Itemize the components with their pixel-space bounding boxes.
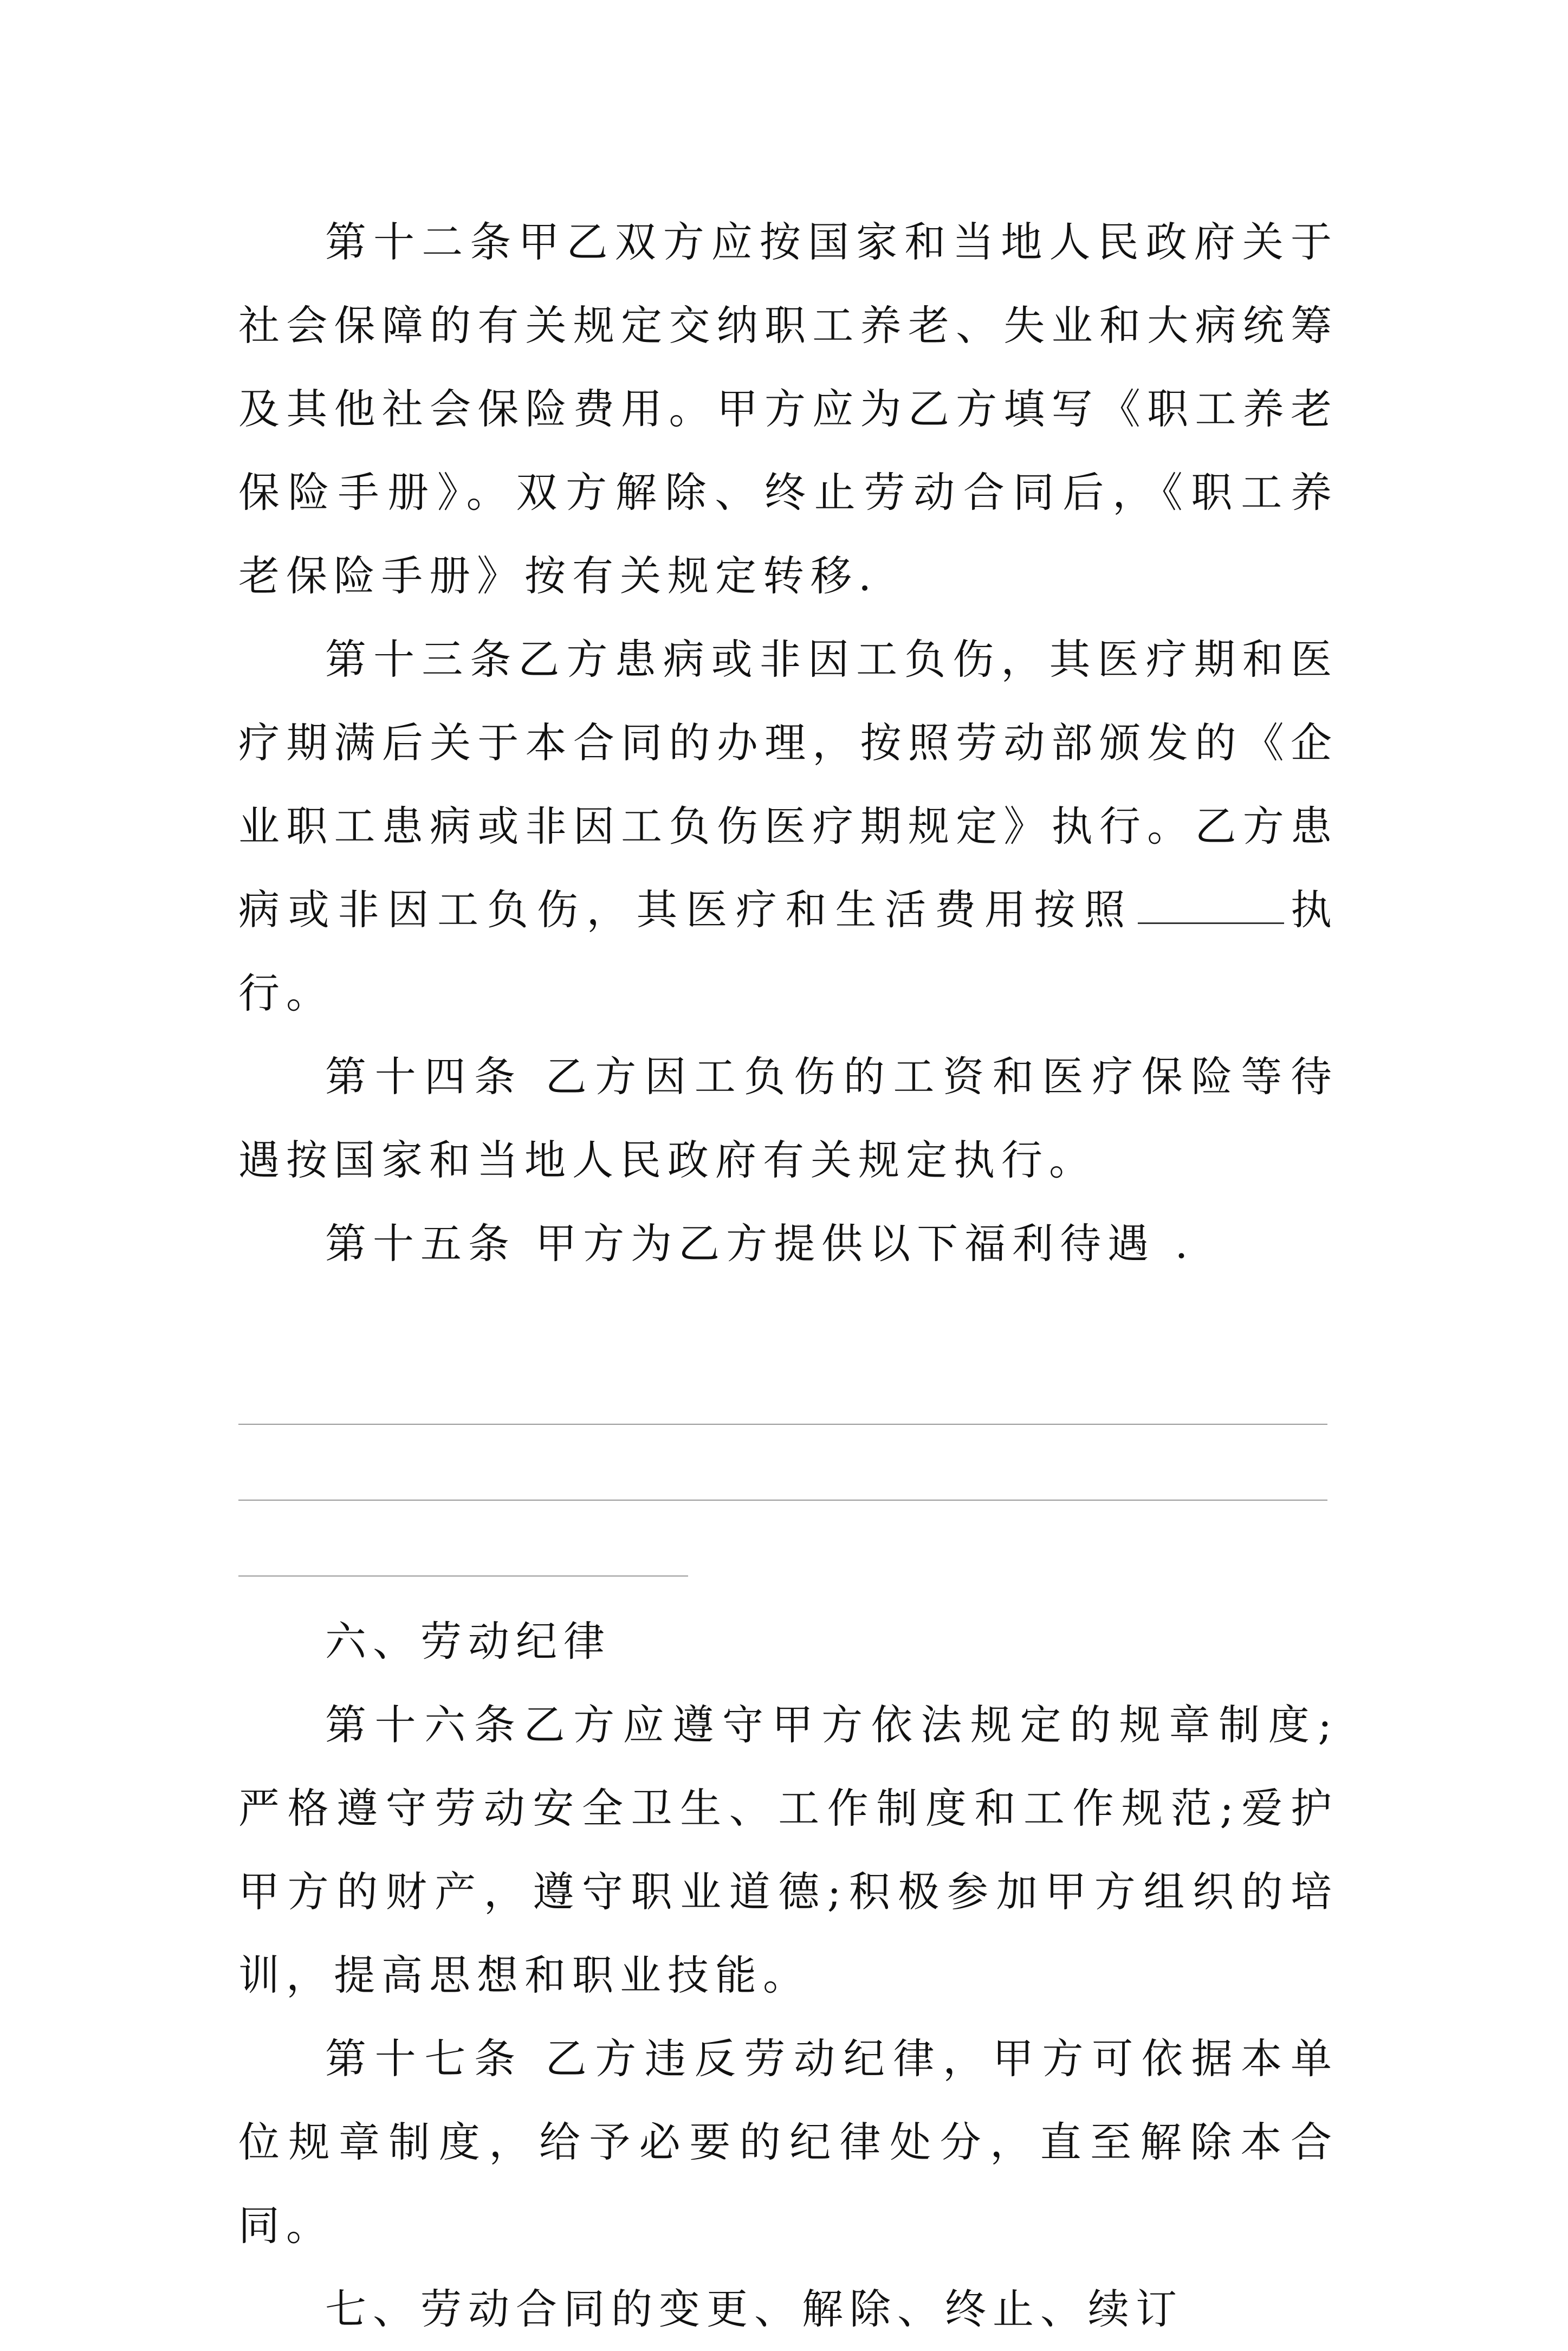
article-13-text-end: 执行。 (238, 886, 1339, 1017)
spacer (238, 1524, 1338, 1600)
section-7-heading: 七、劳动合同的变更、解除、终止、续订 (325, 2285, 1183, 2333)
fill-in-line (238, 1500, 1327, 1501)
document-body (238, 201, 1338, 2351)
article-16: 第十六条乙方应遵守甲方依法规定的规章制度;严格遵守劳动安全卫生、工作制度和工作规范;爱护甲方的财产，遵守职业道德;积极参加甲方组织的培训，提高思想和职业技能。 (238, 1701, 1338, 1999)
fill-in-line (238, 1424, 1327, 1425)
article-14: 第十四条 乙方因工负伤的工资和医疗保险等待遇按国家和当地人民政府有关规定执行。 (238, 1052, 1338, 1184)
article-17: 第十七条 乙方违反劳动纪律，甲方可依据本单位规章制度，给予必要的纪律处分，直至解除本合同。 (238, 2034, 1338, 2250)
article-13 (238, 618, 1338, 1035)
article-12: 第十二条甲乙双方应按国家和当地人民政府关于社会保障的有关规定交纳职工养老、失业和大病统筹及其他社会保险费用。甲方应为乙方填写《职工养老保险手册》。双方解除、终止劳动合同后，《职工养老保险手册》按有关规定转移. (238, 218, 1338, 600)
section-6-heading: 六、劳动纪律 (325, 1617, 611, 1665)
article-13-text: 第十三条乙方患病或非因工负伤，其医疗期和医疗期满后关于本合同的办理，按照劳动部颁发的《企业职工患病或非因工负伤医疗期规定》执行。乙方患病或非因工负伤，其医疗和生活费用按照 (238, 635, 1338, 934)
fill-in-lines (238, 1286, 1338, 1524)
article-15: 第十五条 甲方为乙方提供以下福利待遇 . (325, 1219, 1195, 1268)
fill-in-line (238, 1575, 688, 1577)
fill-in-blank (1138, 890, 1284, 924)
